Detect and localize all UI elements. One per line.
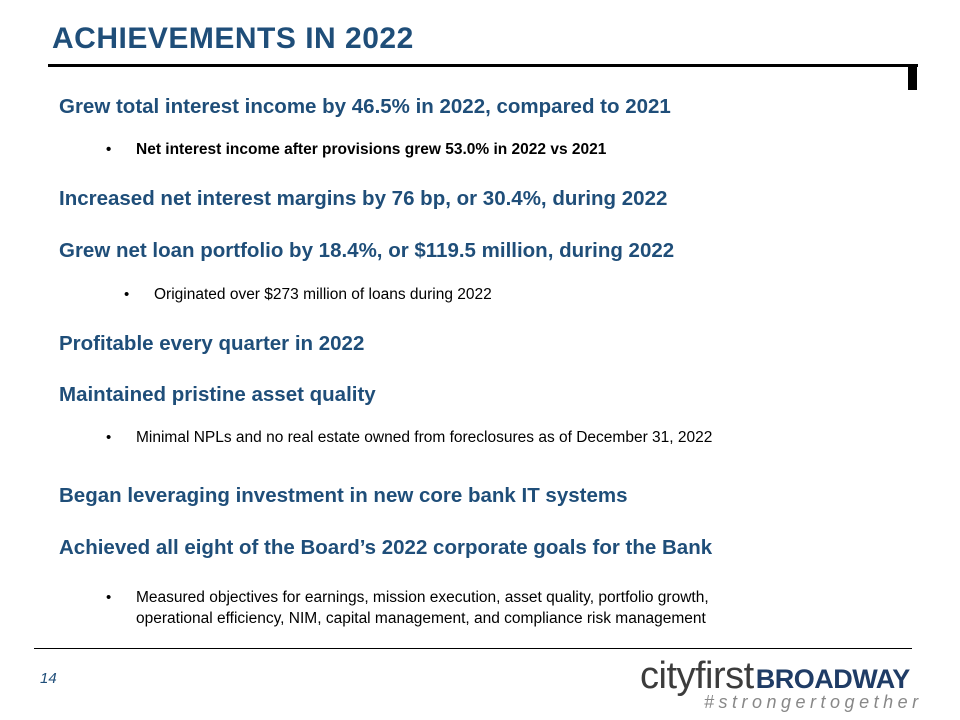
achievement-heading-margins: Increased net interest margins by 76 bp, or 30.4%, during 2022 (59, 187, 668, 210)
logo-tagline: #strongertogether (704, 692, 923, 712)
bullet-dot: • (106, 141, 112, 158)
slide-title: ACHIEVEMENTS IN 2022 (52, 22, 414, 55)
bullet-net-interest-income (106, 139, 607, 160)
achievement-heading-asset-quality: Maintained pristine asset quality (59, 383, 376, 406)
achievement-heading-it-systems: Began leveraging investment in new core bank IT systems (59, 484, 628, 507)
logo-broadway-text: BROADWAY (755, 664, 910, 694)
bullet-dot: • (106, 429, 112, 446)
title-divider (48, 64, 918, 67)
cityfirst-broadway-logo (640, 655, 923, 712)
bullet-measured-objectives (106, 587, 709, 629)
bullet-dot: • (124, 286, 130, 303)
achievement-heading-profitable: Profitable every quarter in 2022 (59, 332, 365, 355)
page-number: 14 (40, 670, 57, 687)
bullet-originated-loans (124, 284, 492, 305)
bullet-dot: • (106, 589, 112, 606)
bullet-text: Originated over $273 million of loans during 2022 (154, 286, 492, 303)
achievement-heading-loan-portfolio: Grew net loan portfolio by 18.4%, or $119.5 million, during 2022 (59, 239, 675, 262)
logo-city-text: cityfirst (640, 655, 754, 697)
bullet-text: Net interest income after provisions grew 53.0% in 2022 vs 2021 (136, 141, 607, 158)
achievement-heading-board-goals: Achieved all eight of the Board’s 2022 corporate goals for the Bank (59, 536, 713, 559)
achievement-heading-interest-income: Grew total interest income by 46.5% in 2022, compared to 2021 (59, 95, 671, 118)
footer-divider (34, 648, 912, 649)
bullet-npls (106, 427, 713, 448)
title-divider-tab (908, 64, 917, 90)
bullet-text-line-2: operational efficiency, NIM, capital management, and compliance risk management (136, 610, 706, 627)
bullet-text-line-1: Measured objectives for earnings, mission execution, asset quality, portfolio growth, (136, 589, 709, 606)
bullet-text: Minimal NPLs and no real estate owned from foreclosures as of December 31, 2022 (136, 429, 713, 446)
